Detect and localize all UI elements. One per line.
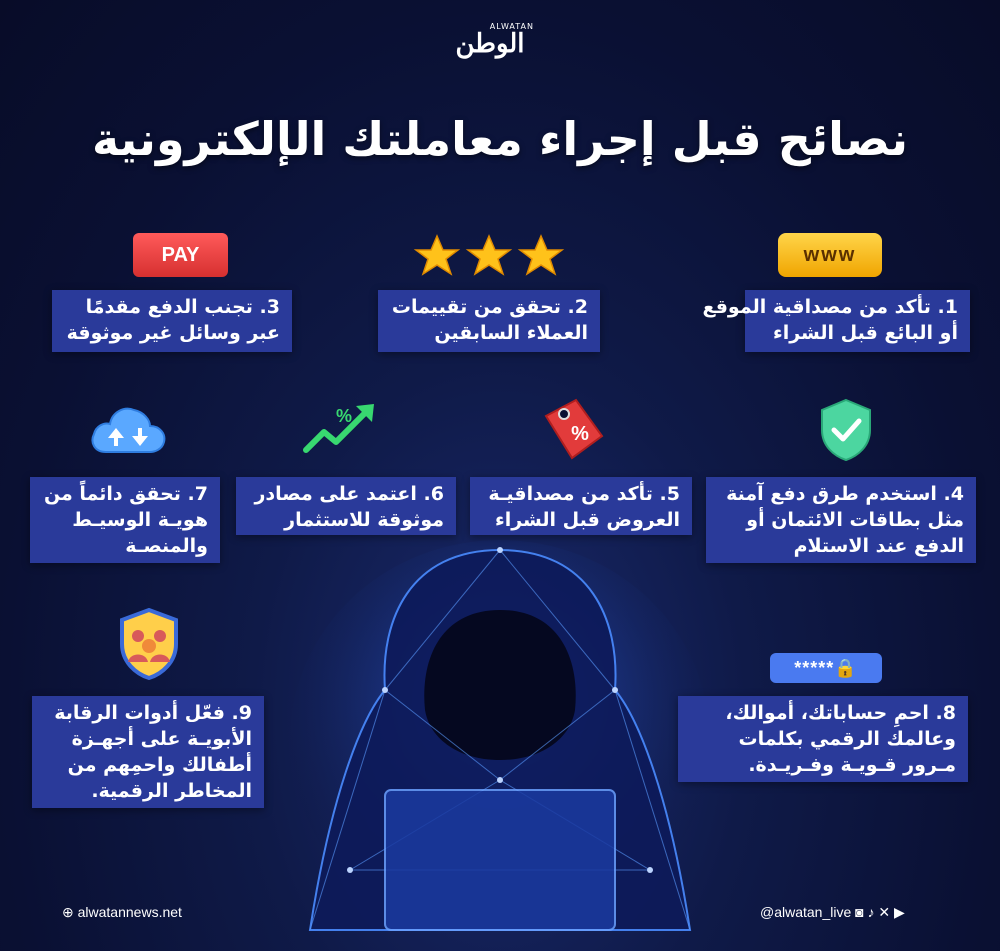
tip-line: الدفع عند الاستلام bbox=[793, 535, 964, 557]
tip-line: 5. تأكد من مصداقيـة bbox=[488, 483, 680, 505]
social-handle: @alwatan_live bbox=[760, 904, 852, 920]
tip-card-1 bbox=[702, 290, 970, 352]
www-icon: www bbox=[778, 233, 882, 277]
svg-text:%: % bbox=[336, 406, 353, 426]
tip-card-5 bbox=[470, 477, 692, 535]
tip-line: العملاء السابقين bbox=[434, 322, 588, 344]
brand-name: الوطن bbox=[455, 29, 525, 59]
globe-icon: ⊕ bbox=[62, 904, 74, 920]
brand-small-text: ALWATAN bbox=[489, 22, 534, 31]
x-icon[interactable]: ✕ bbox=[878, 904, 891, 920]
growth-arrow-icon bbox=[302, 400, 380, 456]
tip-line: عبر وسائل غير موثوقة bbox=[66, 322, 280, 344]
discount-tag-icon bbox=[536, 396, 608, 464]
tip-card-7 bbox=[30, 477, 220, 563]
footer-social[interactable] bbox=[760, 904, 905, 921]
password-icon: *****🔒 bbox=[770, 653, 882, 683]
tip-line: الأبويـة على أجهـزة bbox=[71, 728, 252, 750]
tip-card-9 bbox=[32, 696, 264, 808]
page-title: نصائح قبل إجراء معاملتك الإلكترونية bbox=[92, 112, 908, 166]
tip-line: مـرور قـويـة وفـريـدة. bbox=[748, 754, 956, 776]
tip-line: 3. تجنب الدفع مقدمًا bbox=[85, 296, 280, 318]
youtube-icon[interactable]: ▶ bbox=[894, 904, 905, 920]
tip-line: مثل بطاقات الائتمان أو bbox=[746, 509, 964, 531]
hacker-illustration bbox=[290, 540, 710, 940]
tip-card-8 bbox=[678, 696, 968, 782]
tip-line: العروض قبل الشراء bbox=[495, 509, 680, 531]
tip-card-3 bbox=[52, 290, 292, 352]
stars-icon bbox=[413, 232, 565, 280]
tip-line: موثوقة للاستثمار bbox=[284, 509, 444, 531]
cloud-transfer-icon bbox=[88, 402, 168, 458]
tip-card-6 bbox=[236, 477, 456, 535]
tiktok-icon[interactable]: ♪ bbox=[867, 904, 875, 920]
tip-line: 8. احمِ حساباتك، أموالك، bbox=[725, 702, 956, 724]
tip-line: 6. اعتمد على مصادر bbox=[254, 483, 444, 505]
family-shield-icon bbox=[118, 608, 180, 680]
tip-line: 4. استخدم طرق دفع آمنة bbox=[726, 483, 964, 505]
tip-line: وعالمك الرقمي بكلمات bbox=[738, 728, 956, 750]
tip-line: والمنصـة bbox=[125, 535, 208, 557]
tip-line: 2. تحقق من تقييمات bbox=[391, 296, 588, 318]
instagram-icon[interactable]: ◙ bbox=[855, 904, 864, 920]
tip-line: أو البائع قبل الشراء bbox=[773, 322, 958, 344]
footer-website[interactable] bbox=[62, 904, 182, 921]
brand-logo bbox=[440, 22, 540, 62]
tip-line: المخاطر الرقمية. bbox=[91, 780, 252, 802]
website-text: alwatannews.net bbox=[77, 904, 182, 920]
tip-card-4 bbox=[706, 477, 976, 563]
tip-line: 9. فعّل أدوات الرقابة bbox=[54, 702, 252, 724]
tip-line: 7. تحقق دائماً من bbox=[43, 483, 208, 505]
tip-line: 1. تأكد من مصداقية الموقع bbox=[702, 296, 958, 318]
tip-line: أطفالك واحمِهم من bbox=[67, 754, 252, 776]
pay-icon: PAY bbox=[133, 233, 228, 277]
shield-check-icon bbox=[818, 398, 874, 462]
tip-line: هويـة الوسيـط bbox=[72, 509, 208, 531]
tip-card-2 bbox=[378, 290, 600, 352]
percent-label: % bbox=[571, 423, 589, 445]
